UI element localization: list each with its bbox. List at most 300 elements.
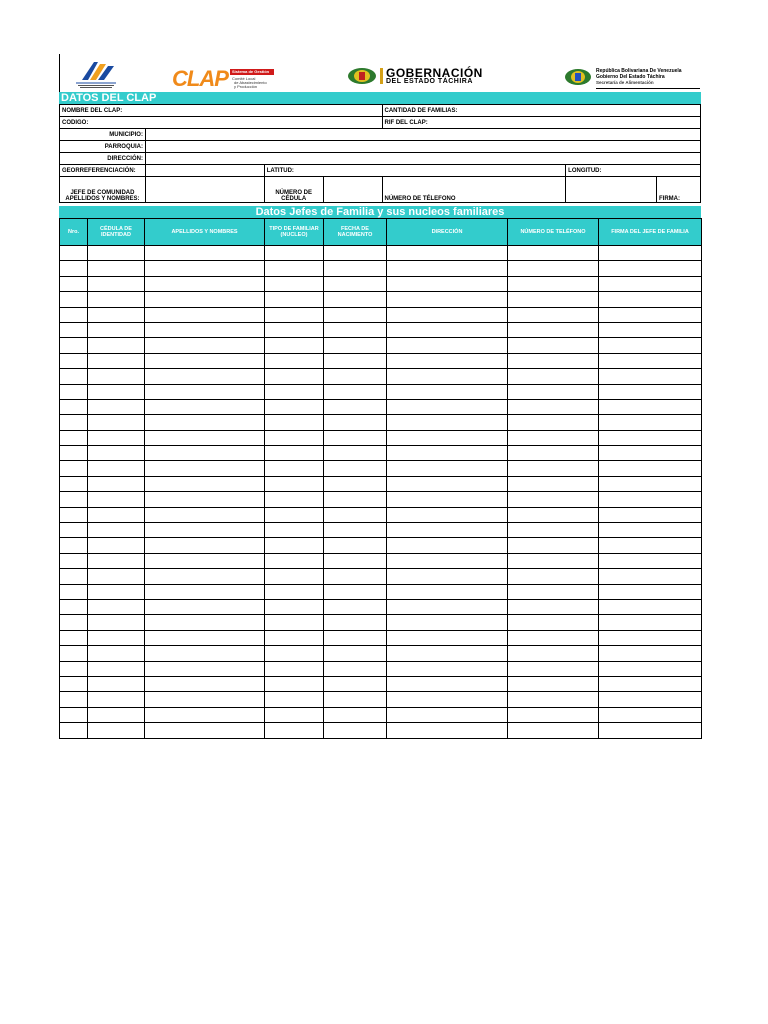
table-cell[interactable]: [145, 430, 265, 445]
table-cell[interactable]: [145, 307, 265, 322]
table-cell[interactable]: [265, 599, 324, 614]
table-cell[interactable]: [60, 338, 88, 353]
table-cell[interactable]: [88, 538, 145, 553]
table-cell[interactable]: [508, 523, 599, 538]
table-cell[interactable]: [88, 615, 145, 630]
table-cell[interactable]: [265, 399, 324, 414]
table-cell[interactable]: [387, 492, 508, 507]
table-cell[interactable]: [265, 292, 324, 307]
parroquia-input[interactable]: [145, 141, 700, 153]
cantidad-familias-label: CANTIDAD DE FAMILIAS:: [384, 107, 458, 114]
table-cell[interactable]: [387, 569, 508, 584]
table-cell[interactable]: [60, 507, 88, 522]
table-cell[interactable]: [324, 676, 387, 691]
table-cell[interactable]: [324, 507, 387, 522]
table-cell[interactable]: [88, 399, 145, 414]
table-cell[interactable]: [145, 338, 265, 353]
table-cell[interactable]: [88, 630, 145, 645]
table-cell[interactable]: [145, 646, 265, 661]
table-cell[interactable]: [599, 461, 702, 476]
table-cell[interactable]: [265, 384, 324, 399]
jefe-label-line1: JEFE DE COMUNIDAD: [70, 190, 135, 196]
table-cell[interactable]: [324, 569, 387, 584]
table-cell[interactable]: [60, 246, 88, 261]
table-cell[interactable]: [387, 476, 508, 491]
jefe-comunidad-label: [60, 177, 146, 203]
table-row: [60, 661, 702, 676]
table-cell[interactable]: [145, 553, 265, 568]
georef-label: GEORREFERENCIACIÓN:: [60, 165, 146, 177]
table-cell[interactable]: [88, 446, 145, 461]
nombre-clap-field[interactable]: [60, 105, 383, 117]
table-cell[interactable]: [599, 492, 702, 507]
table-cell[interactable]: [60, 307, 88, 322]
table-cell[interactable]: [387, 723, 508, 738]
table-cell[interactable]: [387, 615, 508, 630]
table-cell[interactable]: [60, 476, 88, 491]
table-cell[interactable]: [145, 292, 265, 307]
table-row: [60, 615, 702, 630]
table-cell[interactable]: [60, 615, 88, 630]
table-cell[interactable]: [508, 446, 599, 461]
table-cell[interactable]: [599, 353, 702, 368]
table-cell[interactable]: [265, 461, 324, 476]
table-cell[interactable]: [265, 446, 324, 461]
table-cell[interactable]: [145, 276, 265, 291]
table-cell[interactable]: [265, 692, 324, 707]
table-cell[interactable]: [508, 492, 599, 507]
republica-logo: [564, 66, 704, 90]
table-cell[interactable]: [60, 676, 88, 691]
table-cell[interactable]: [60, 322, 88, 337]
table-cell[interactable]: [88, 492, 145, 507]
table-cell[interactable]: [265, 492, 324, 507]
table-cell[interactable]: [145, 399, 265, 414]
table-cell[interactable]: [88, 723, 145, 738]
table-cell[interactable]: [324, 446, 387, 461]
table-cell[interactable]: [599, 430, 702, 445]
georef-input[interactable]: [145, 165, 264, 177]
table-cell[interactable]: [145, 322, 265, 337]
table-cell[interactable]: [387, 276, 508, 291]
table-cell[interactable]: [265, 476, 324, 491]
table-row: [60, 322, 702, 337]
table-cell[interactable]: [508, 322, 599, 337]
table-cell[interactable]: [60, 646, 88, 661]
table-cell[interactable]: [508, 553, 599, 568]
logos-header: [60, 54, 701, 92]
table-cell[interactable]: [265, 646, 324, 661]
rif-field[interactable]: [382, 117, 700, 129]
table-cell[interactable]: [145, 384, 265, 399]
table-cell[interactable]: [324, 523, 387, 538]
table-cell[interactable]: [387, 630, 508, 645]
table-cell[interactable]: [387, 553, 508, 568]
table-row: [60, 461, 702, 476]
table-cell[interactable]: [387, 369, 508, 384]
table-cell[interactable]: [387, 584, 508, 599]
table-cell[interactable]: [265, 338, 324, 353]
table-cell[interactable]: [508, 599, 599, 614]
table-cell[interactable]: [145, 246, 265, 261]
table-cell[interactable]: [265, 276, 324, 291]
firma-field[interactable]: [656, 177, 700, 203]
table-cell[interactable]: [508, 369, 599, 384]
table-cell[interactable]: [508, 538, 599, 553]
col-header-apellidos: APELLIDOS Y NOMBRES: [145, 219, 265, 246]
table-cell[interactable]: [599, 707, 702, 722]
table-cell[interactable]: [324, 661, 387, 676]
table-cell[interactable]: [599, 292, 702, 307]
table-cell[interactable]: [599, 569, 702, 584]
cantidad-familias-field[interactable]: [382, 105, 700, 117]
table-cell[interactable]: [508, 353, 599, 368]
table-cell[interactable]: [387, 322, 508, 337]
table-cell[interactable]: [265, 723, 324, 738]
table-cell[interactable]: [265, 415, 324, 430]
table-cell[interactable]: [60, 384, 88, 399]
table-cell[interactable]: [387, 661, 508, 676]
ministry-logo: [68, 58, 122, 90]
longitud-field[interactable]: [566, 165, 701, 177]
table-cell[interactable]: [265, 538, 324, 553]
table-cell[interactable]: [599, 630, 702, 645]
table-cell[interactable]: [60, 261, 88, 276]
table-cell[interactable]: [265, 615, 324, 630]
table-cell[interactable]: [387, 384, 508, 399]
table-cell[interactable]: [387, 430, 508, 445]
table-cell[interactable]: [60, 353, 88, 368]
table-cell[interactable]: [88, 384, 145, 399]
table-cell[interactable]: [508, 246, 599, 261]
table-cell[interactable]: [88, 276, 145, 291]
table-cell[interactable]: [324, 430, 387, 445]
table-cell[interactable]: [265, 676, 324, 691]
table-cell[interactable]: [324, 538, 387, 553]
table-cell[interactable]: [508, 630, 599, 645]
table-cell[interactable]: [508, 415, 599, 430]
table-cell[interactable]: [599, 584, 702, 599]
table-cell[interactable]: [508, 261, 599, 276]
table-cell[interactable]: [508, 707, 599, 722]
table-cell[interactable]: [324, 492, 387, 507]
table-cell[interactable]: [60, 723, 88, 738]
table-cell[interactable]: [599, 476, 702, 491]
clap-info-table: [59, 104, 701, 203]
table-cell[interactable]: [324, 261, 387, 276]
table-cell[interactable]: [599, 646, 702, 661]
table-cell[interactable]: [324, 399, 387, 414]
table-row: [60, 276, 702, 291]
col-header-nro: Nro.: [60, 219, 88, 246]
table-cell[interactable]: [508, 384, 599, 399]
table-cell[interactable]: [324, 353, 387, 368]
table-cell[interactable]: [599, 369, 702, 384]
table-cell[interactable]: [60, 292, 88, 307]
table-cell[interactable]: [599, 246, 702, 261]
table-cell[interactable]: [60, 692, 88, 707]
section-title-jefes-familia: Datos Jefes de Familia y sus nucleos familiares: [59, 206, 701, 218]
table-cell[interactable]: [60, 523, 88, 538]
table-cell[interactable]: [324, 723, 387, 738]
table-row: [60, 646, 702, 661]
table-cell[interactable]: [387, 461, 508, 476]
table-cell[interactable]: [387, 538, 508, 553]
table-cell[interactable]: [88, 707, 145, 722]
table-cell[interactable]: [265, 430, 324, 445]
table-cell[interactable]: [145, 630, 265, 645]
table-cell[interactable]: [324, 584, 387, 599]
table-cell[interactable]: [88, 584, 145, 599]
table-cell[interactable]: [324, 276, 387, 291]
table-cell[interactable]: [324, 292, 387, 307]
table-cell[interactable]: [265, 353, 324, 368]
table-cell[interactable]: [508, 692, 599, 707]
table-cell[interactable]: [145, 507, 265, 522]
codigo-field[interactable]: [60, 117, 383, 129]
table-cell[interactable]: [508, 307, 599, 322]
republica-line3: Secretaría de Alimentación: [596, 80, 654, 85]
table-cell[interactable]: [324, 476, 387, 491]
table-cell[interactable]: [324, 553, 387, 568]
table-cell[interactable]: [60, 599, 88, 614]
table-cell[interactable]: [88, 692, 145, 707]
jefe-input[interactable]: [145, 177, 264, 203]
table-cell[interactable]: [88, 523, 145, 538]
table-cell[interactable]: [88, 338, 145, 353]
table-cell[interactable]: [387, 353, 508, 368]
table-cell[interactable]: [145, 615, 265, 630]
table-cell[interactable]: [265, 630, 324, 645]
table-cell[interactable]: [599, 338, 702, 353]
table-cell[interactable]: [145, 676, 265, 691]
table-cell[interactable]: [599, 615, 702, 630]
table-cell[interactable]: [145, 369, 265, 384]
table-cell[interactable]: [508, 476, 599, 491]
table-cell[interactable]: [145, 538, 265, 553]
table-cell[interactable]: [88, 430, 145, 445]
table-cell[interactable]: [88, 246, 145, 261]
table-cell[interactable]: [324, 461, 387, 476]
table-cell[interactable]: [60, 276, 88, 291]
table-cell[interactable]: [387, 399, 508, 414]
table-cell[interactable]: [60, 369, 88, 384]
col-header-cedula: CÉDULA DE IDENTIDAD: [88, 219, 145, 246]
telefono-field[interactable]: [382, 177, 566, 203]
table-cell[interactable]: [387, 415, 508, 430]
table-cell[interactable]: [88, 261, 145, 276]
table-cell[interactable]: [508, 399, 599, 414]
table-cell[interactable]: [387, 523, 508, 538]
table-cell[interactable]: [88, 476, 145, 491]
table-cell[interactable]: [145, 353, 265, 368]
table-cell[interactable]: [508, 292, 599, 307]
direccion-input[interactable]: [145, 153, 700, 165]
table-cell[interactable]: [508, 338, 599, 353]
table-cell[interactable]: [387, 307, 508, 322]
table-cell[interactable]: [145, 446, 265, 461]
table-cell[interactable]: [60, 707, 88, 722]
table-cell[interactable]: [599, 538, 702, 553]
table-cell[interactable]: [88, 661, 145, 676]
table-cell[interactable]: [324, 630, 387, 645]
table-cell[interactable]: [88, 553, 145, 568]
table-cell[interactable]: [508, 646, 599, 661]
table-cell[interactable]: [387, 599, 508, 614]
table-cell[interactable]: [508, 507, 599, 522]
table-cell[interactable]: [599, 415, 702, 430]
table-cell[interactable]: [387, 261, 508, 276]
table-cell[interactable]: [508, 676, 599, 691]
table-cell[interactable]: [599, 553, 702, 568]
table-cell[interactable]: [265, 246, 324, 261]
table-cell[interactable]: [88, 322, 145, 337]
table-cell[interactable]: [60, 399, 88, 414]
table-cell[interactable]: [60, 430, 88, 445]
table-cell[interactable]: [60, 446, 88, 461]
table-cell[interactable]: [387, 446, 508, 461]
table-cell[interactable]: [324, 599, 387, 614]
table-cell[interactable]: [387, 292, 508, 307]
table-cell[interactable]: [324, 646, 387, 661]
table-cell[interactable]: [88, 507, 145, 522]
table-cell[interactable]: [145, 461, 265, 476]
table-cell[interactable]: [88, 646, 145, 661]
latitud-field[interactable]: [264, 165, 565, 177]
table-cell[interactable]: [88, 369, 145, 384]
table-cell[interactable]: [324, 369, 387, 384]
table-cell[interactable]: [265, 322, 324, 337]
numero-cedula-label: [264, 177, 323, 203]
table-cell[interactable]: [265, 584, 324, 599]
table-cell[interactable]: [599, 322, 702, 337]
table-cell[interactable]: [508, 276, 599, 291]
table-cell[interactable]: [60, 584, 88, 599]
col-header-tipo-familiar: TIPO DE FAMILIAR (NUCLEO): [265, 219, 324, 246]
table-row: [60, 246, 702, 261]
table-cell[interactable]: [60, 553, 88, 568]
table-cell[interactable]: [599, 276, 702, 291]
table-cell[interactable]: [387, 692, 508, 707]
table-cell[interactable]: [599, 723, 702, 738]
table-cell[interactable]: [265, 307, 324, 322]
table-cell[interactable]: [145, 661, 265, 676]
table-cell[interactable]: [265, 261, 324, 276]
table-row: [60, 292, 702, 307]
table-cell[interactable]: [324, 415, 387, 430]
table-cell[interactable]: [145, 723, 265, 738]
table-cell[interactable]: [599, 507, 702, 522]
table-cell[interactable]: [265, 707, 324, 722]
table-cell[interactable]: [387, 646, 508, 661]
table-cell[interactable]: [60, 461, 88, 476]
table-cell[interactable]: [324, 246, 387, 261]
table-cell[interactable]: [145, 707, 265, 722]
table-cell[interactable]: [387, 707, 508, 722]
table-cell[interactable]: [265, 369, 324, 384]
table-cell[interactable]: [324, 692, 387, 707]
table-cell[interactable]: [324, 615, 387, 630]
table-cell[interactable]: [387, 246, 508, 261]
telefono-input[interactable]: [566, 177, 657, 203]
table-cell[interactable]: [88, 569, 145, 584]
table-cell[interactable]: [324, 322, 387, 337]
table-cell[interactable]: [508, 661, 599, 676]
table-cell[interactable]: [145, 599, 265, 614]
table-cell[interactable]: [145, 584, 265, 599]
table-cell[interactable]: [88, 353, 145, 368]
table-cell[interactable]: [324, 307, 387, 322]
table-cell[interactable]: [88, 292, 145, 307]
table-cell[interactable]: [60, 538, 88, 553]
table-cell[interactable]: [265, 507, 324, 522]
table-cell[interactable]: [60, 630, 88, 645]
table-cell[interactable]: [60, 415, 88, 430]
table-cell[interactable]: [599, 676, 702, 691]
table-cell[interactable]: [599, 692, 702, 707]
table-cell[interactable]: [508, 569, 599, 584]
table-cell[interactable]: [599, 384, 702, 399]
table-cell[interactable]: [145, 476, 265, 491]
table-cell[interactable]: [508, 584, 599, 599]
parroquia-label: PARROQUIA:: [60, 141, 146, 153]
table-cell[interactable]: [387, 676, 508, 691]
table-cell[interactable]: [508, 461, 599, 476]
table-cell[interactable]: [387, 507, 508, 522]
table-cell[interactable]: [60, 661, 88, 676]
table-cell[interactable]: [145, 523, 265, 538]
table-cell[interactable]: [265, 523, 324, 538]
table-cell[interactable]: [599, 446, 702, 461]
table-cell[interactable]: [324, 384, 387, 399]
table-cell[interactable]: [88, 415, 145, 430]
table-row: [60, 676, 702, 691]
table-cell[interactable]: [265, 569, 324, 584]
table-cell[interactable]: [387, 338, 508, 353]
cedula-input[interactable]: [323, 177, 382, 203]
clap-sub-3: de Abastecimiento: [234, 80, 267, 85]
table-cell[interactable]: [88, 599, 145, 614]
table-cell[interactable]: [60, 569, 88, 584]
table-cell[interactable]: [145, 569, 265, 584]
municipio-input[interactable]: [145, 129, 700, 141]
table-cell[interactable]: [508, 723, 599, 738]
table-cell[interactable]: [60, 492, 88, 507]
table-cell[interactable]: [508, 430, 599, 445]
table-cell[interactable]: [508, 615, 599, 630]
table-cell[interactable]: [324, 707, 387, 722]
family-heads-table: [59, 218, 702, 739]
table-cell[interactable]: [145, 492, 265, 507]
table-cell[interactable]: [265, 553, 324, 568]
table-cell[interactable]: [599, 307, 702, 322]
table-cell[interactable]: [265, 661, 324, 676]
table-cell[interactable]: [599, 661, 702, 676]
firma-label: FIRMA:: [658, 196, 680, 202]
table-cell[interactable]: [599, 399, 702, 414]
table-cell[interactable]: [324, 338, 387, 353]
table-cell[interactable]: [145, 415, 265, 430]
table-cell[interactable]: [88, 461, 145, 476]
table-cell[interactable]: [599, 599, 702, 614]
table-row: [60, 584, 702, 599]
table-cell[interactable]: [88, 307, 145, 322]
table-cell[interactable]: [599, 261, 702, 276]
table-cell[interactable]: [145, 692, 265, 707]
table-cell[interactable]: [88, 676, 145, 691]
table-cell[interactable]: [599, 523, 702, 538]
table-cell[interactable]: [145, 261, 265, 276]
